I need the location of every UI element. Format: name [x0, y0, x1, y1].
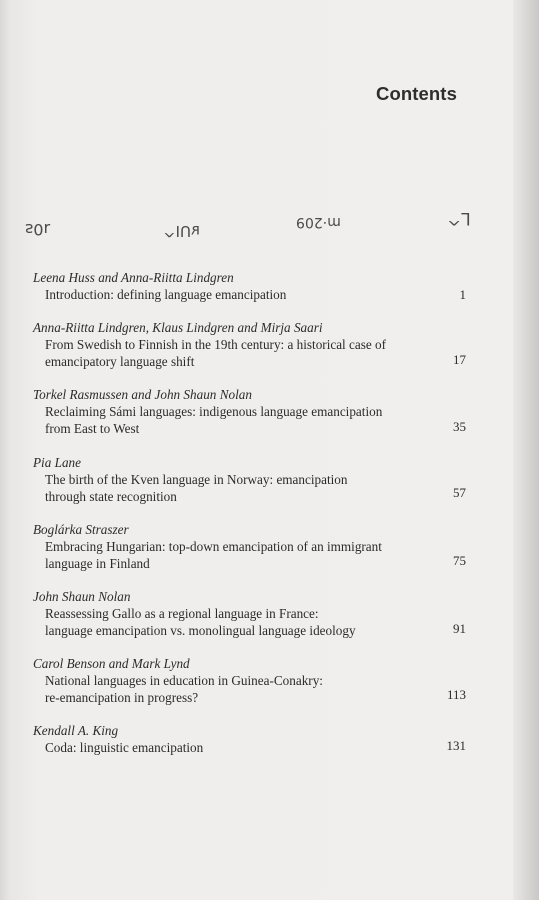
entry-title-line: re-emancipation in progress? — [45, 690, 199, 705]
entry-title-line: Reclaiming Sámi languages: indigenous language emancipation — [45, 404, 383, 419]
entry-page-number: 35 — [453, 419, 466, 434]
handwritten-note-4: L^ — [447, 208, 471, 228]
entry-authors: Boglárka Straszer — [33, 522, 129, 537]
entry-title-line: emancipatory language shift — [45, 354, 195, 369]
entry-title-line: The birth of the Kven language in Norway: emancipation — [45, 472, 348, 487]
toc-entry[interactable] — [33, 270, 473, 303]
entry-title-line: Introduction: defining language emancipation — [45, 287, 287, 302]
entry-authors: Pia Lane — [33, 455, 81, 470]
entry-authors: Carol Benson and Mark Lynd — [33, 656, 190, 671]
entry-authors: Kendall A. King — [33, 723, 119, 738]
entry-title-line: through state recognition — [45, 489, 177, 504]
entry-title-line: language in Finland — [45, 556, 150, 571]
entry-page-number: 75 — [453, 553, 466, 568]
toc-entry[interactable] — [33, 387, 473, 437]
entry-page-number: 113 — [446, 687, 466, 702]
entry-page-number: 1 — [459, 287, 466, 302]
entry-title-line: National languages in education in Guinea-Conakry: — [45, 673, 323, 688]
entry-page-number: 17 — [453, 352, 466, 367]
toc-entry[interactable] — [33, 320, 473, 370]
entry-title-line: From Swedish to Finnish in the 19th century: a historical case of — [45, 337, 386, 352]
page-gutter-shadow — [513, 0, 539, 900]
toc-entry[interactable] — [33, 589, 473, 639]
entry-page-number: 131 — [446, 738, 466, 753]
toc-entry[interactable] — [33, 522, 473, 572]
entry-authors: John Shaun Nolan — [33, 589, 131, 604]
entry-page-number: 57 — [453, 485, 466, 500]
toc-entry[interactable] — [33, 455, 473, 505]
entry-title-line: Embracing Hungarian: top-down emancipation of an immigrant — [45, 539, 382, 554]
entry-title-line: Coda: linguistic emancipation — [45, 740, 204, 755]
handwritten-note-1: ɹ0ƨ — [25, 220, 51, 239]
entry-title-line: from East to West — [45, 421, 140, 436]
contents-heading: Contents — [376, 83, 457, 104]
entry-title-line: Reassessing Gallo as a regional language in France: — [45, 606, 319, 621]
toc-entry[interactable] — [33, 723, 473, 756]
toc-entry[interactable] — [33, 656, 473, 706]
handwritten-note-2: ʁUI^ — [163, 222, 201, 240]
entry-authors: Anna-Riitta Lindgren, Klaus Lindgren and Mirja Saari — [33, 320, 323, 335]
entry-authors: Torkel Rasmussen and John Shaun Nolan — [33, 387, 252, 402]
entry-page-number: 91 — [453, 621, 466, 636]
entry-title-line: language emancipation vs. monolingual language ideology — [45, 623, 356, 638]
handwritten-note-3: m·209 — [296, 214, 341, 230]
entry-authors: Leena Huss and Anna-Riitta Lindgren — [33, 270, 234, 285]
